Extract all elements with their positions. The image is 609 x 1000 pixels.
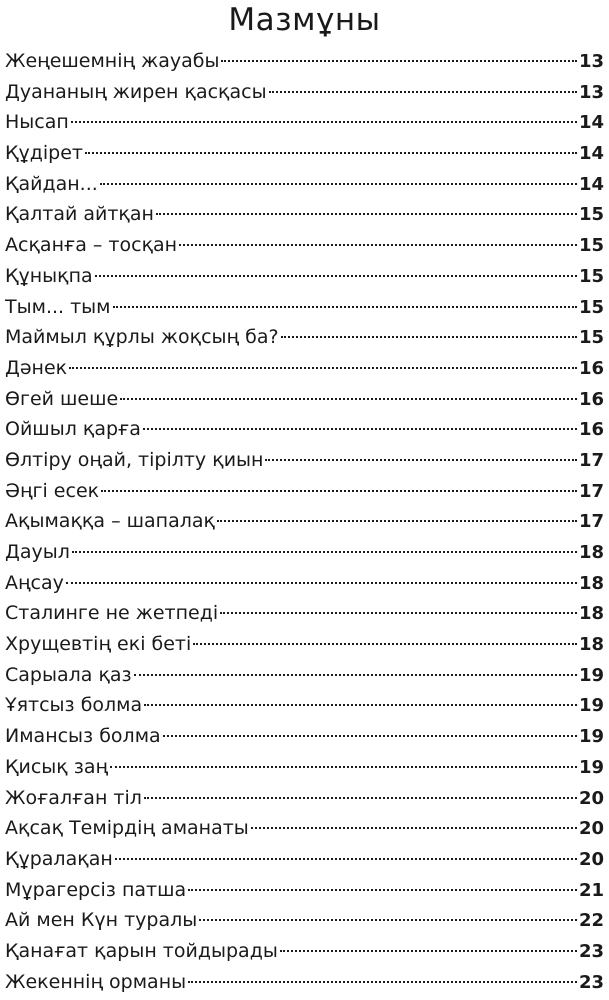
toc-entry-title: Ақымаққа – шапалақ: [5, 510, 215, 533]
toc-entry-page-number: 15: [578, 235, 604, 257]
dotted-leader: [71, 121, 577, 123]
toc-entry: [5, 629, 604, 660]
toc-entry-page-number: 15: [578, 327, 604, 349]
dotted-leader: [156, 213, 577, 215]
toc-entry-title: Қисық заң: [5, 755, 109, 778]
toc-entry-page-number: 17: [578, 511, 604, 533]
toc-entry-title: Әңгі есек: [5, 479, 100, 502]
toc-entry-page-number: 16: [578, 388, 604, 410]
toc-entry: [5, 752, 604, 783]
dotted-leader: [144, 797, 577, 799]
toc-entry: [5, 660, 604, 691]
toc-entry-title: Аңсау: [5, 571, 64, 594]
dotted-leader: [188, 981, 577, 983]
toc-entry-page-number: 14: [578, 173, 604, 195]
toc-entry-page-number: 22: [578, 910, 604, 932]
dotted-leader: [100, 183, 577, 185]
toc-entry-title: Сарыала қаз: [5, 663, 132, 686]
dotted-leader: [199, 919, 577, 921]
toc-entry-title: Имансыз болма: [5, 725, 161, 748]
toc-entry-title: Ақсақ Темірдің аманаты: [5, 817, 249, 840]
toc-entry-title: Құнықпа: [5, 264, 93, 287]
toc-entry-page-number: 17: [578, 449, 604, 471]
dotted-leader: [188, 889, 577, 891]
toc-entry: [5, 905, 604, 936]
toc-entry-title: Жоғалған тіл: [5, 786, 142, 809]
toc-entry: [5, 353, 604, 384]
toc-entry: [5, 721, 604, 752]
toc-entry: [5, 414, 604, 445]
dotted-leader: [95, 275, 577, 277]
toc-entry-page-number: 14: [578, 112, 604, 134]
toc-entry-title: Ойшыл қарға: [5, 418, 141, 441]
toc-entry-page-number: 19: [578, 664, 604, 686]
toc-list: [5, 46, 604, 997]
dotted-leader: [110, 766, 577, 768]
toc-entry-title: Қайдан...: [5, 172, 98, 195]
toc-entry-title: Нысап: [5, 111, 69, 134]
toc-entry-title: Қанағат қарын тойдырады: [5, 939, 278, 962]
toc-entry: [5, 690, 604, 721]
dotted-leader: [269, 91, 577, 93]
toc-entry-title: Маймыл құрлы жоқсың ба?: [5, 326, 279, 349]
toc-entry-title: Құдірет: [5, 142, 83, 165]
page-title: Мазмұны: [228, 2, 381, 38]
dotted-leader: [265, 459, 576, 461]
toc-entry: [5, 322, 604, 353]
toc-entry: [5, 230, 604, 261]
dotted-leader: [281, 336, 577, 338]
toc-entry-page-number: 20: [578, 848, 604, 870]
toc-entry-title: Өлтіру оңай, тірілту қиын: [5, 448, 264, 471]
toc-entry: [5, 813, 604, 844]
toc-entry-title: Жекеннің орманы: [5, 970, 187, 993]
toc-entry-title: Ай мен Күн туралы: [5, 909, 198, 932]
toc-entry-page-number: 20: [578, 787, 604, 809]
dotted-leader: [66, 582, 577, 584]
toc-entry: [5, 537, 604, 568]
toc-entry: [5, 783, 604, 814]
dotted-leader: [120, 398, 577, 400]
dotted-leader: [113, 306, 577, 308]
dotted-leader: [101, 490, 577, 492]
dotted-leader: [144, 704, 577, 706]
toc-entry-page-number: 20: [578, 818, 604, 840]
toc-entry: [5, 77, 604, 108]
dotted-leader: [251, 827, 577, 829]
toc-entry-title: Дауыл: [5, 541, 70, 563]
toc-entry-title: Хрущевтің екі беті: [5, 633, 192, 656]
toc-entry-page-number: 23: [578, 940, 604, 962]
toc-entry-page-number: 21: [578, 879, 604, 901]
toc-entry-page-number: 15: [578, 265, 604, 287]
toc-entry-title: Мұрагерсіз патша: [5, 878, 187, 901]
dotted-leader: [217, 520, 577, 522]
toc-entry-page-number: 16: [578, 357, 604, 379]
toc-entry: [5, 844, 604, 875]
dotted-leader: [115, 858, 577, 860]
dotted-leader: [163, 735, 577, 737]
toc-entry-page-number: 18: [578, 634, 604, 656]
dotted-leader: [193, 643, 577, 645]
toc-entry-page-number: 19: [578, 695, 604, 717]
toc-entry-title: Сталинге не жетпеді: [5, 602, 219, 625]
toc-entry: [5, 967, 604, 998]
toc-entry-title: Ұятсыз болма: [5, 694, 143, 717]
toc-entry: [5, 107, 604, 138]
toc-entry-page-number: 13: [578, 51, 604, 72]
toc-entry-page-number: 19: [578, 756, 604, 778]
dotted-leader: [72, 551, 577, 553]
toc-entry: [5, 506, 604, 537]
dotted-leader: [85, 152, 577, 154]
toc-entry-page-number: 19: [578, 726, 604, 748]
toc-entry-title: Қалтай айтқан: [5, 203, 154, 226]
toc-entry-page-number: 15: [578, 296, 604, 318]
toc-entry: [5, 598, 604, 629]
toc-entry-title: Жеңешемнің жауабы: [5, 50, 220, 72]
toc-entry: [5, 261, 604, 292]
toc-entry-page-number: 18: [578, 542, 604, 563]
toc-entry: [5, 169, 604, 200]
dotted-leader: [179, 244, 577, 246]
toc-entry-title: Дуананың жирен қасқасы: [5, 80, 267, 103]
toc-entry-page-number: 17: [578, 480, 604, 502]
toc-entry-title: Өгей шеше: [5, 387, 119, 410]
dotted-leader: [134, 674, 577, 676]
toc-entry-title: Құралақан: [5, 847, 113, 870]
toc-entry-title: Асқанға – тосқан: [5, 234, 178, 257]
toc-entry-title: Дәнек: [5, 356, 68, 379]
toc-entry-page-number: 15: [578, 204, 604, 226]
dotted-leader: [280, 950, 577, 952]
toc-entry: [5, 875, 604, 906]
dotted-leader: [143, 428, 577, 430]
toc-entry: [5, 199, 604, 230]
toc-entry: [5, 568, 604, 599]
toc-entry-page-number: 14: [578, 143, 604, 165]
toc-entry: [5, 138, 604, 169]
dotted-leader: [221, 60, 576, 62]
toc-entry-page-number: 23: [578, 971, 604, 993]
toc-entry-page-number: 16: [578, 419, 604, 441]
toc-entry-page-number: 13: [578, 81, 604, 103]
toc-entry: [5, 46, 604, 77]
toc-entry-page-number: 18: [578, 572, 604, 594]
dotted-leader: [220, 612, 577, 614]
toc-entry: [5, 292, 604, 323]
toc-entry-title: Тым... тым: [5, 295, 111, 318]
toc-entry: [5, 936, 604, 967]
toc-entry: [5, 476, 604, 507]
toc-entry-page-number: 18: [578, 603, 604, 625]
dotted-leader: [69, 367, 577, 369]
toc-entry: [5, 445, 604, 476]
toc-entry: [5, 384, 604, 415]
